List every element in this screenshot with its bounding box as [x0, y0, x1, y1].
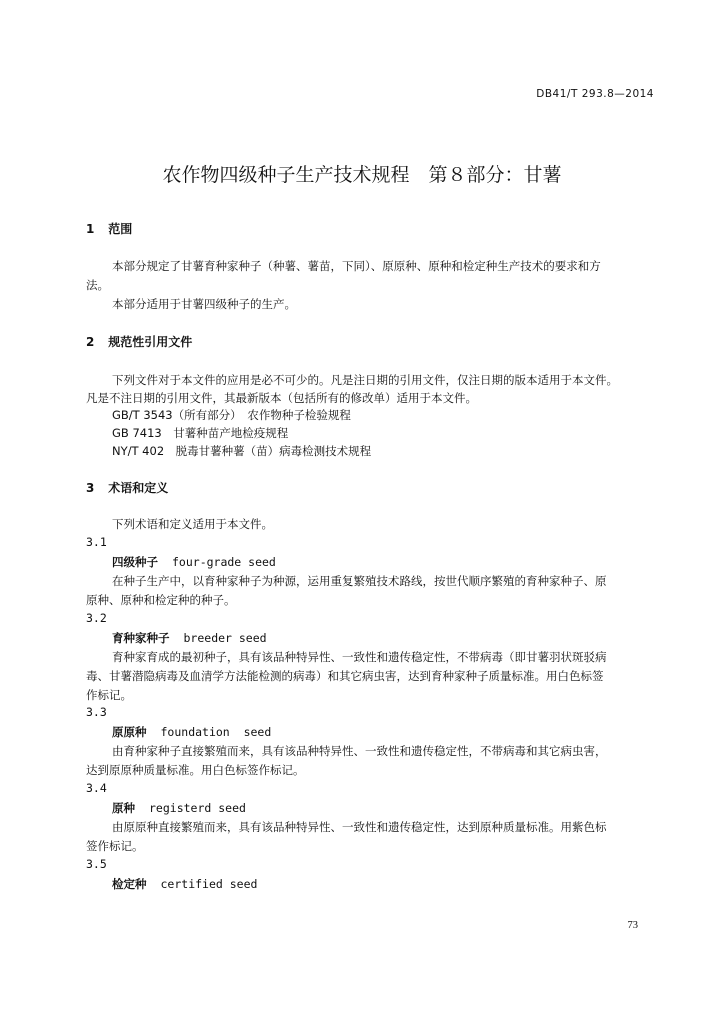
section-heading: [86, 479, 168, 496]
term-number: 3.2: [86, 611, 107, 625]
term-number: 3.1: [86, 535, 107, 549]
term-heading: [112, 876, 257, 892]
term-chinese: 检定种: [112, 877, 147, 891]
definition-line: 达到原原种质量标准。用白色标签作标记。: [86, 763, 305, 777]
section-heading: [86, 333, 192, 350]
definition-line: 作标记。: [86, 688, 132, 702]
section-title: 术语和定义: [108, 481, 169, 495]
term-number: 3.4: [86, 781, 107, 795]
term-number: 3.5: [86, 857, 107, 871]
term-english: foundation seed: [160, 725, 272, 739]
paragraph: 下列文件对于本文件的应用是必不可少的。凡是注日期的引用文件，仅注日期的版本适用于本文件。: [112, 373, 618, 387]
term-chinese: 原种: [112, 801, 135, 815]
term-chinese: 四级种子: [112, 555, 158, 569]
definition-line: 由原原种直接繁殖而来，具有该品种特异性、一致性和遗传稳定性，达到原种质量标准。用紫色标: [112, 820, 607, 834]
definition-line: 签作标记。: [86, 839, 144, 853]
paragraph: 法。: [86, 278, 109, 292]
term-english: breeder seed: [183, 631, 267, 645]
term-heading: [112, 630, 267, 646]
paragraph: 本部分规定了甘薯育种家种子（种薯、薯苗，下同）、原原种、原种和检定种生产技术的要求和方: [112, 259, 601, 273]
section-number: 3: [86, 481, 95, 495]
section-number: 2: [86, 335, 95, 349]
term-heading: [112, 724, 271, 740]
paragraph: 凡是不注日期的引用文件，其最新版本（包括所有的修改单）适用于本文件。: [86, 391, 477, 405]
normative-reference: GB/T 3543（所有部分） 农作物种子检验规程: [112, 408, 351, 422]
term-english: registerd seed: [149, 801, 246, 815]
term-heading: [112, 800, 246, 816]
term-chinese: 原原种: [112, 725, 147, 739]
term-english: certified seed: [160, 877, 258, 891]
paragraph: 本部分适用于甘薯四级种子的生产。: [112, 297, 296, 311]
term-english: four-grade seed: [172, 555, 276, 569]
term-heading: [112, 554, 276, 570]
definition-line: 育种家育成的最初种子，具有该品种特异性、一致性和遗传稳定性，不带病毒（即甘薯羽状斑驳病: [112, 650, 607, 664]
page-number: 73: [627, 920, 638, 931]
section-title: 规范性引用文件: [108, 335, 193, 349]
term-number: 3.3: [86, 705, 107, 719]
definition-line: 在种子生产中，以育种家种子为种源，运用重复繁殖技术路线，按世代顺序繁殖的育种家种子、原: [112, 574, 607, 588]
document-code: DB41/T 293.8—2014: [536, 88, 654, 100]
paragraph: 下列术语和定义适用于本文件。: [112, 517, 273, 531]
definition-line: 毒、甘薯潜隐病毒及血清学方法能检测的病毒）和其它病虫害，达到育种家种子质量标准。用白色标签: [86, 669, 604, 683]
definition-line: 由育种家种子直接繁殖而来，具有该品种特异性、一致性和遗传稳定性，不带病毒和其它病虫害，: [112, 744, 607, 758]
normative-reference: GB 7413 甘薯种苗产地检疫规程: [112, 426, 289, 440]
term-chinese: 育种家种子: [112, 631, 170, 645]
section-number: 1: [86, 222, 95, 236]
page-title: 农作物四级种子生产技术规程 第８部分：甘薯: [162, 164, 562, 186]
section-heading: [86, 220, 132, 237]
normative-reference: NY/T 402 脱毒甘薯种薯（苗）病毒检测技术规程: [112, 444, 372, 458]
definition-line: 原种、原种和检定种的种子。: [86, 593, 236, 607]
section-title: 范围: [108, 222, 133, 236]
